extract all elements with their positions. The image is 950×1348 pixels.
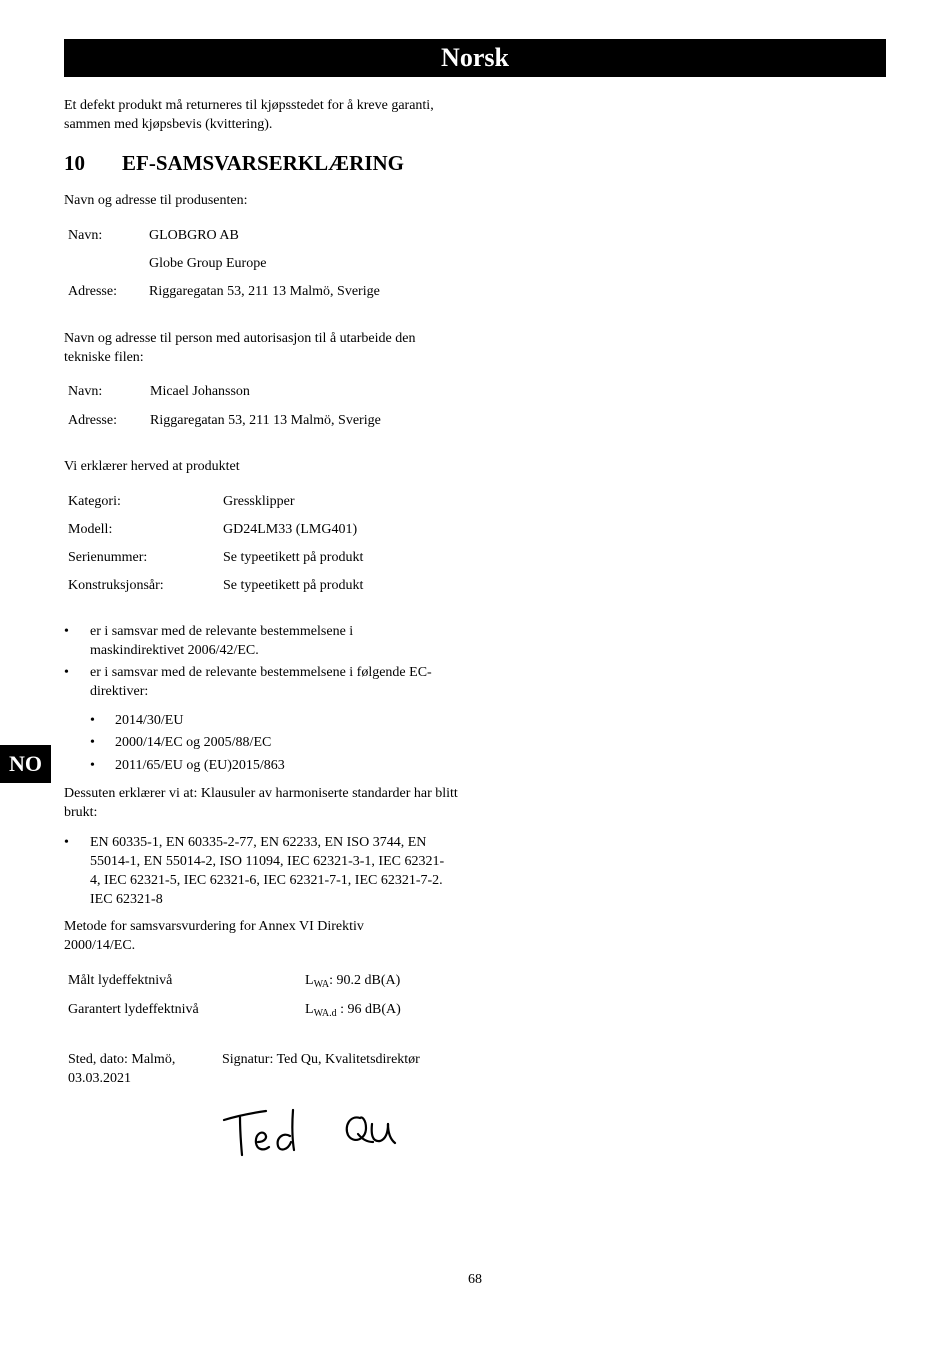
signature-text: Signatur: Ted Qu, Kvalitetsdirektør xyxy=(222,1052,420,1067)
lwad-subscript: WA.d xyxy=(313,1008,337,1019)
product-row-value: Gressklipper xyxy=(223,494,295,509)
standards-intro: Dessuten erklærer vi at: Klausuler av harmoniserte standarder har blitt brukt: xyxy=(64,786,458,820)
manufacturer-address: Riggaregatan 53, 211 13 Malmö, Sverige xyxy=(149,284,380,299)
authorized-address-label: Adresse: xyxy=(68,413,117,428)
bullet-dot: • xyxy=(64,665,69,680)
manufacturer-name-line1: GLOBGRO AB xyxy=(149,228,239,243)
conformity-bullet-1: er i samsvar med de relevante bestemmelsene i maskindirektivet 2006/42/EC. xyxy=(90,624,354,658)
place-date: Sted, dato: Malmö, 03.03.2021 xyxy=(68,1052,176,1086)
bullet-item xyxy=(64,622,464,660)
sound-measured-value xyxy=(305,971,400,990)
bullet-dot: • xyxy=(90,713,95,728)
handwritten-signature xyxy=(220,1102,420,1164)
directive-text: 2014/30/EU xyxy=(115,713,184,728)
manufacturer-address-label: Adresse: xyxy=(68,284,117,299)
lwa-subscript: WA xyxy=(313,979,330,990)
bullet-item xyxy=(64,663,464,701)
authorized-address: Riggaregatan 53, 211 13 Malmö, Sverige xyxy=(150,413,381,428)
lwa-value: : 90.2 dB(A) xyxy=(329,973,401,988)
product-row-label: Konstruksjonsår: xyxy=(68,578,164,593)
manufacturer-name-line2: Globe Group Europe xyxy=(149,256,267,271)
product-row-value: GD24LM33 (LMG401) xyxy=(223,522,358,537)
bullet-dot: • xyxy=(64,624,69,639)
manufacturer-intro: Navn og adresse til produsenten: xyxy=(64,193,248,208)
bullet-item xyxy=(64,833,464,909)
section-heading xyxy=(64,150,404,176)
section-number: 10 xyxy=(64,151,85,175)
product-row-value: Se typeetikett på produkt xyxy=(223,550,364,565)
lwad-symbol: L xyxy=(305,1002,314,1017)
authorized-name-label: Navn: xyxy=(68,384,103,399)
manufacturer-name-label: Navn: xyxy=(68,228,103,243)
page-header-title: Norsk xyxy=(64,39,886,77)
product-row-label: Serienummer: xyxy=(68,550,148,565)
bullet-dot: • xyxy=(90,758,95,773)
bullet-dot: • xyxy=(64,835,69,850)
product-row-value: Se typeetikett på produkt xyxy=(223,578,364,593)
authorized-name: Micael Johansson xyxy=(150,384,250,399)
standards-list: EN 60335-1, EN 60335-2-77, EN 62233, EN ISO 3744, EN 55014-1, EN 55014-2, ISO 11094, IEC 62321-3-1, IEC 62321-4, IEC 62321-5, IEC 62321-6, IEC 62321-7-1, IEC 62321-7-2. IEC 62321-8 xyxy=(90,835,445,907)
sound-measured-label: Målt lydeffektnivå xyxy=(68,973,173,988)
product-row-label: Kategori: xyxy=(68,494,121,509)
intro-paragraph: Et defekt produkt må returneres til kjøpsstedet for å kreve garanti, sammen med kjøpsbevis (kvittering). xyxy=(64,98,434,132)
conformity-bullet-2: er i samsvar med de relevante bestemmelsene i følgende EC-direktiver: xyxy=(90,665,432,699)
page-number: 68 xyxy=(468,1272,482,1287)
language-tab: NO xyxy=(0,745,51,783)
sound-guaranteed-label: Garantert lydeffektnivå xyxy=(68,1002,199,1017)
lwad-value: : 96 dB(A) xyxy=(336,1002,401,1017)
lwa-symbol: L xyxy=(305,973,314,988)
section-title: EF-SAMSVARSERKLÆRING xyxy=(122,151,404,175)
method-paragraph: Metode for samsvarsvurdering for Annex VI Direktiv 2000/14/EC. xyxy=(64,919,364,953)
product-intro: Vi erklærer herved at produktet xyxy=(64,459,240,474)
directive-text: 2011/65/EU og (EU)2015/863 xyxy=(115,758,285,773)
authorized-intro: Navn og adresse til person med autorisasjon til å utarbeide den tekniske filen: xyxy=(64,331,416,365)
sound-guaranteed-value xyxy=(305,1000,401,1019)
product-row-label: Modell: xyxy=(68,522,113,537)
directive-text: 2000/14/EC og 2005/88/EC xyxy=(115,735,272,750)
bullet-dot: • xyxy=(90,735,95,750)
